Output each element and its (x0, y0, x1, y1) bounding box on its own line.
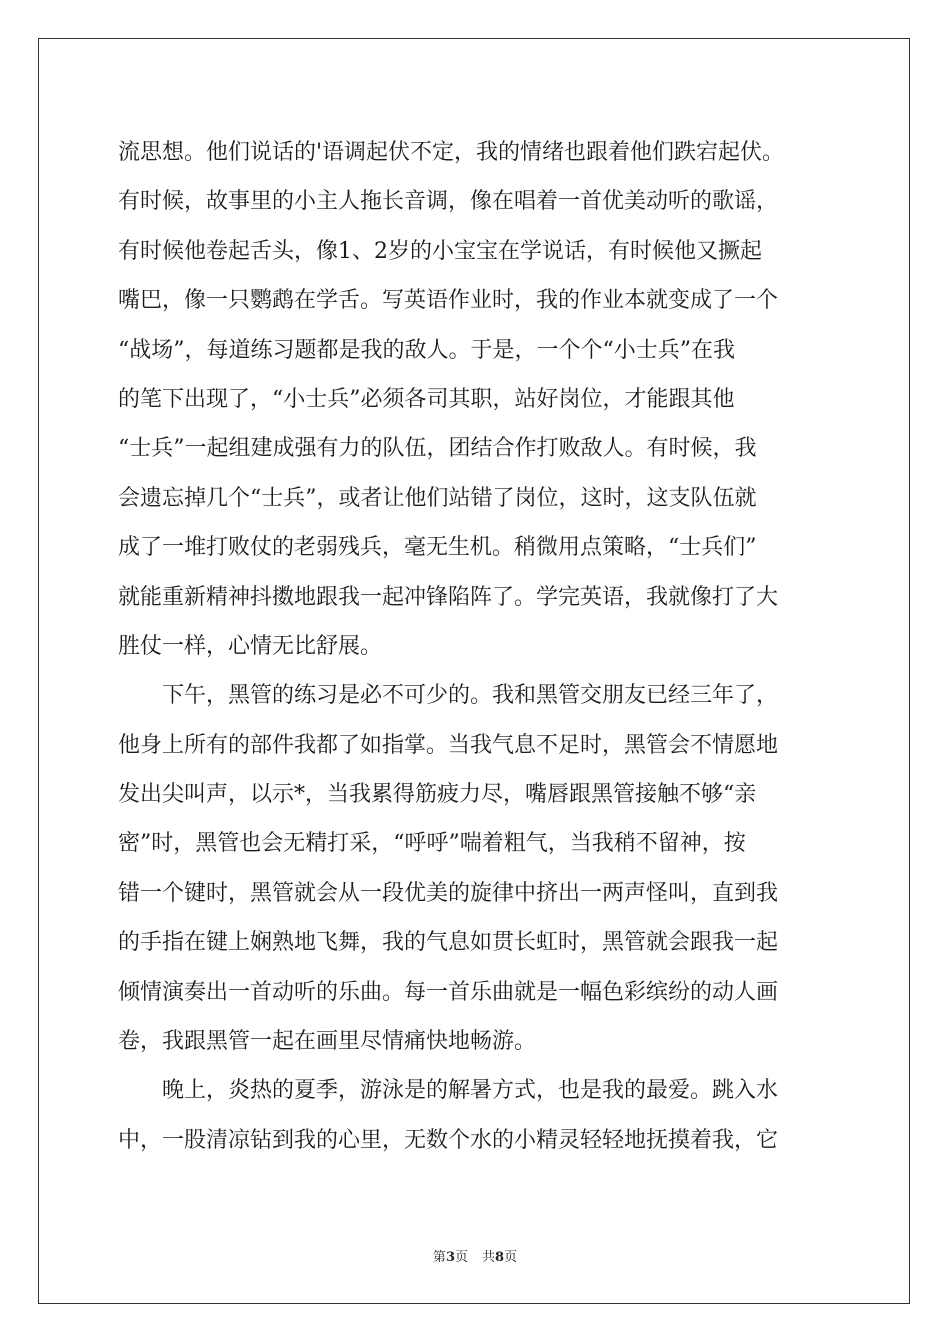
text-line: 嘴巴，像一只鹦鹉在学舌。写英语作业时，我的作业本就变成了一个 (118, 288, 779, 314)
text-line: 卷，我跟黑管一起在画里尽情痛快地畅游。 (118, 1029, 537, 1055)
text-line: 密”时，黑管也会无精打采，“呼呼”喘着粗气，当我稍不留神，按 (118, 831, 746, 857)
page-unit: 页 (454, 1250, 468, 1265)
total-prefix: 共 (482, 1250, 496, 1265)
text-line: 的笔下出现了，“小士兵”必须各司其职，站好岗位，才能跟其他 (118, 386, 735, 412)
text-line: 会遗忘掉几个“士兵”，或者让他们站错了岗位，这时，这支队伍就 (118, 485, 757, 511)
text-line: 有时候，故事里的小主人拖长音调，像在唱着一首优美动听的歌谣， (118, 189, 779, 215)
text-line: 他身上所有的部件我都了如指掌。当我气息不足时，黑管会不情愿地 (118, 732, 779, 758)
text-line: “战场”，每道练习题都是我的敌人。于是，一个个“小士兵”在我 (118, 337, 735, 363)
page-footer (0, 1246, 950, 1265)
page-prefix: 第 (432, 1250, 446, 1265)
text-line: 晚上，炎热的夏季，游泳是的解暑方式，也是我的最爱。跳入水 (118, 1078, 779, 1104)
text-line: 中，一股清凉钻到我的心里，无数个水的小精灵轻轻地抚摸着我，它 (118, 1127, 779, 1153)
text-line: 成了一堆打败仗的老弱残兵，毫无生机。稍微用点策略，“士兵们” (118, 535, 757, 561)
text-line: 胜仗一样，心情无比舒展。 (118, 633, 383, 659)
text-line: 下午，黑管的练习是必不可少的。我和黑管交朋友已经三年了， (118, 683, 779, 709)
text-line: 的手指在键上娴熟地飞舞，我的气息如贯长虹时，黑管就会跟我一起 (118, 930, 779, 956)
document-body (118, 128, 838, 1165)
text-line: 发出尖叫声，以示*，当我累得筋疲力尽，嘴唇跟黑管接触不够“亲 (118, 782, 757, 808)
text-line: 就能重新精神抖擞地跟我一起冲锋陷阵了。学完英语，我就像打了大 (118, 584, 779, 610)
text-line: 错一个键时，黑管就会从一段优美的旋律中挤出一两声怪叫，直到我 (118, 880, 779, 906)
text-line: 流思想。他们说话的'语调起伏不定，我的情绪也跟着他们跌宕起伏。 (118, 140, 785, 165)
page-number: 3 (445, 1250, 455, 1265)
page-total: 8 (495, 1250, 505, 1265)
text-line: 有时候他卷起舌头，像1、2岁的小宝宝在学说话，有时候他又撅起 (118, 238, 762, 264)
text-line: “士兵”一起组建成强有力的队伍，团结合作打败敌人。有时候，我 (118, 436, 757, 462)
text-line: 倾情演奏出一首动听的乐曲。每一首乐曲就是一幅色彩缤纷的动人画 (118, 979, 779, 1005)
total-unit: 页 (504, 1250, 518, 1265)
